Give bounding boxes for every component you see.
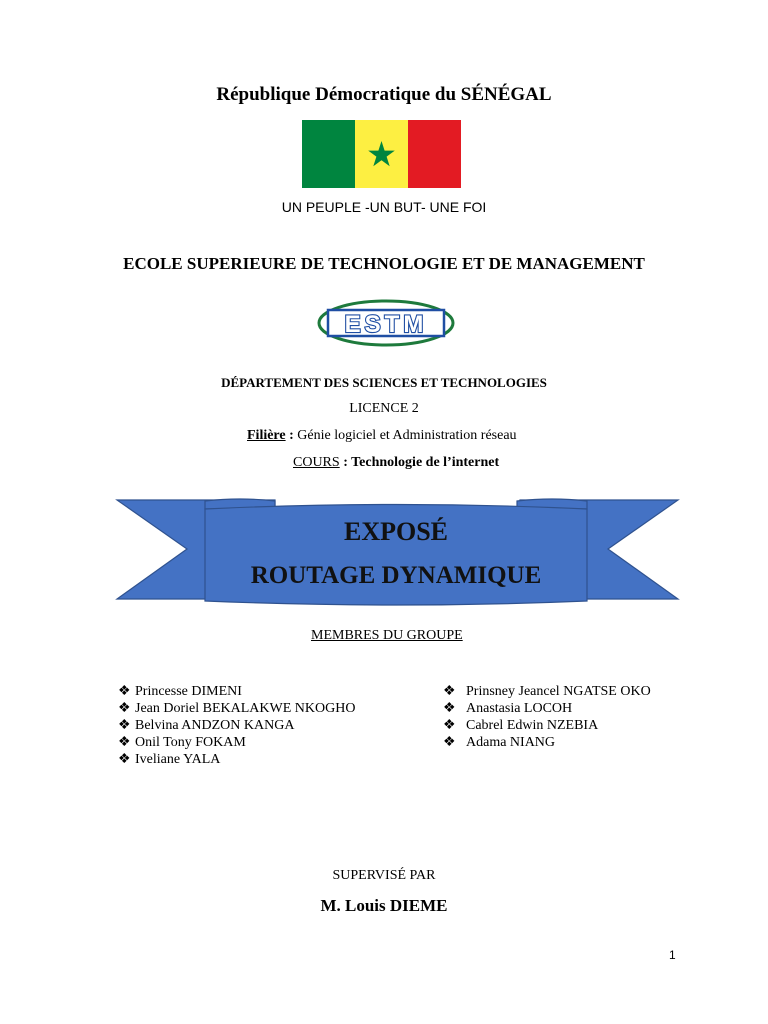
title-ribbon-banner bbox=[115, 497, 680, 612]
cours-line bbox=[293, 455, 499, 471]
department-name: DÉPARTEMENT DES SCIENCES ET TECHNOLOGIES bbox=[221, 375, 547, 390]
member-name: Anastasia LOCOH bbox=[466, 701, 573, 716]
filiere-separator: : bbox=[285, 428, 298, 443]
cours-value: Technologie de l’internet bbox=[351, 455, 500, 470]
estm-logo bbox=[316, 297, 456, 349]
list-item bbox=[118, 717, 355, 734]
senegal-flag bbox=[302, 120, 461, 188]
members-list-left bbox=[118, 683, 355, 768]
cours-separator: : bbox=[339, 455, 352, 470]
member-name: Belvina ANDZON KANGA bbox=[135, 718, 295, 733]
cours-label: COURS bbox=[293, 455, 340, 470]
filiere-line bbox=[247, 428, 517, 444]
member-name: Jean Doriel BEKALAKWE NKOGHO bbox=[135, 701, 356, 716]
diamond-bullet-icon: ❖ bbox=[443, 701, 456, 716]
list-item bbox=[443, 700, 651, 717]
diamond-bullet-icon: ❖ bbox=[443, 718, 456, 733]
list-item bbox=[118, 734, 355, 751]
list-item bbox=[118, 683, 355, 700]
list-item bbox=[118, 751, 355, 768]
country-title: République Démocratique du SÉNÉGAL bbox=[216, 84, 552, 105]
list-item bbox=[443, 717, 651, 734]
supervisor-label: SUPERVISÉ PAR bbox=[332, 868, 436, 883]
level: LICENCE 2 bbox=[349, 401, 419, 416]
member-name: Adama NIANG bbox=[466, 735, 556, 750]
list-item bbox=[443, 734, 651, 751]
members-heading: MEMBRES DU GROUPE bbox=[311, 628, 463, 643]
logo-text: ESTM bbox=[344, 311, 428, 338]
diamond-bullet-icon: ❖ bbox=[118, 752, 131, 767]
diamond-bullet-icon: ❖ bbox=[118, 684, 131, 699]
members-list-right bbox=[443, 683, 651, 751]
school-name: ECOLE SUPERIEURE DE TECHNOLOGIE ET DE MANAGEMENT bbox=[123, 254, 645, 273]
expose-title: EXPOSÉ bbox=[343, 517, 449, 546]
filiere-label: Filière bbox=[247, 428, 286, 443]
filiere-value: Génie logiciel et Administration réseau bbox=[297, 428, 517, 443]
member-name: Iveliane YALA bbox=[135, 752, 221, 767]
member-name: Onil Tony FOKAM bbox=[135, 735, 246, 750]
topic-title: ROUTAGE DYNAMIQUE bbox=[250, 562, 542, 589]
member-name: Prinsney Jeancel NGATSE OKO bbox=[466, 684, 651, 699]
page-number: 1 bbox=[669, 948, 676, 962]
diamond-bullet-icon: ❖ bbox=[118, 701, 131, 716]
supervisor-name: M. Louis DIEME bbox=[320, 896, 448, 915]
diamond-bullet-icon: ❖ bbox=[118, 735, 131, 750]
member-name: Princesse DIMENI bbox=[135, 684, 242, 699]
member-name: Cabrel Edwin NZEBIA bbox=[466, 718, 599, 733]
flag-green-band bbox=[302, 120, 355, 188]
national-motto: UN PEUPLE -UN BUT- UNE FOI bbox=[281, 199, 487, 215]
list-item bbox=[443, 683, 651, 700]
diamond-bullet-icon: ❖ bbox=[118, 718, 131, 733]
list-item bbox=[118, 700, 355, 717]
flag-red-band bbox=[408, 120, 461, 188]
diamond-bullet-icon: ❖ bbox=[443, 684, 456, 699]
diamond-bullet-icon: ❖ bbox=[443, 735, 456, 750]
